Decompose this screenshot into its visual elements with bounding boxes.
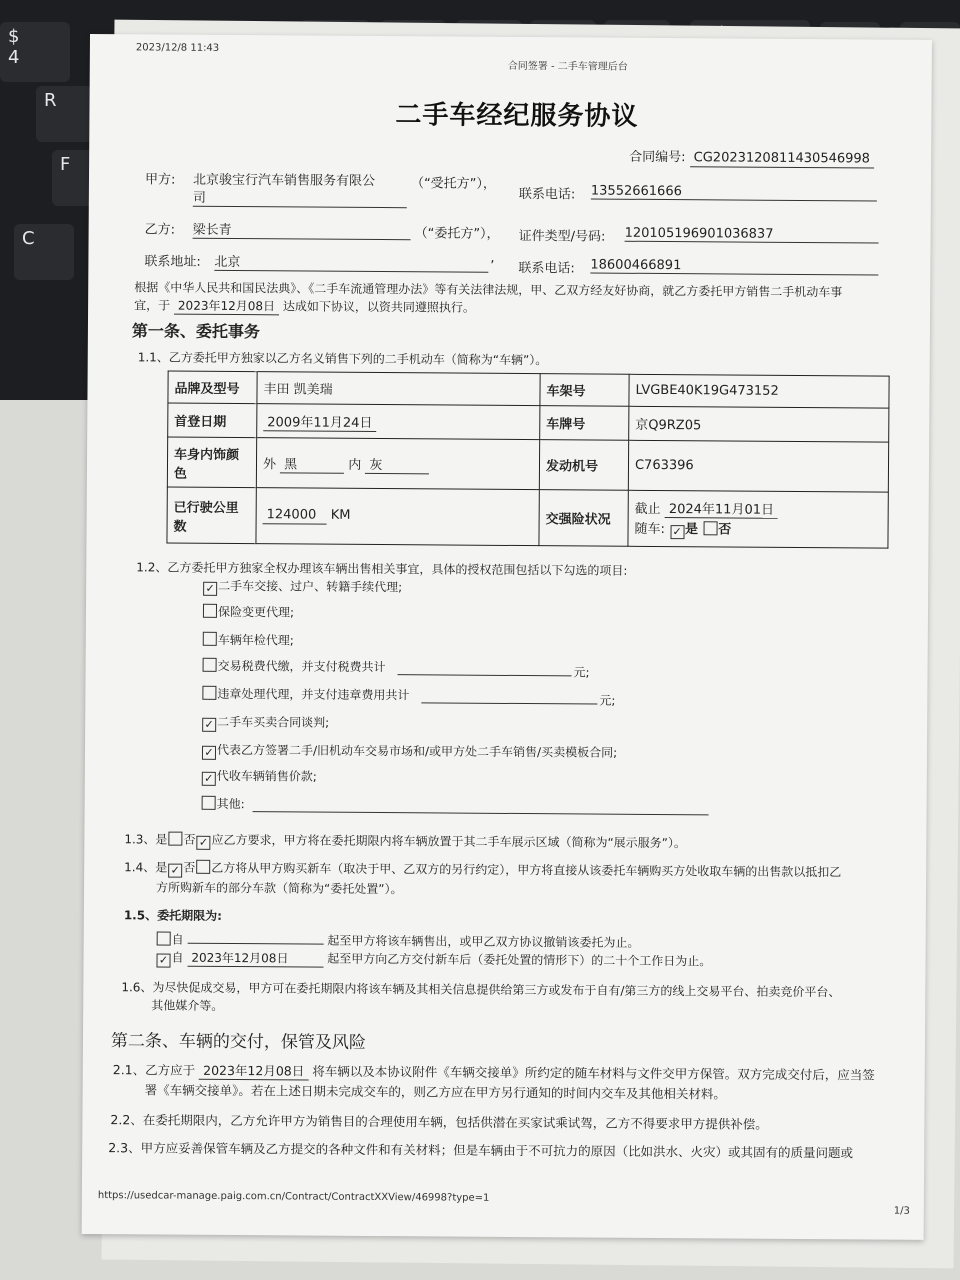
- insurance-no-checkbox[interactable]: [703, 521, 717, 535]
- party-b-id-label: 证件类型/号码:: [518, 228, 606, 245]
- clause-1-2-intro: 1.2、乙方委托甲方独家全权办理该车辆出售相关事宜，具体的授权范围包括以下勾选的项目:: [136, 560, 628, 578]
- clause-2-2: 2.2、在委托期限内，乙方允许甲方为销售目的合理使用车辆，包括供潜在买家试乘试驾，乙方不得要求甲方提供补偿。: [110, 1112, 768, 1132]
- auth-item-inspection[interactable]: 车辆年检代理;: [202, 631, 294, 649]
- violation-amount-line[interactable]: [421, 702, 597, 704]
- mileage-label: 已行驶公里数: [167, 487, 256, 544]
- vin-label: 车架号: [540, 374, 629, 407]
- contact-comma: ,: [490, 250, 495, 266]
- auth-checkbox-tax[interactable]: [203, 658, 217, 672]
- contract-number-value: CG2023120811430546998: [690, 150, 874, 168]
- delivery-date: 2023年12月08日: [199, 1061, 308, 1081]
- print-datetime: 2023/12/8 11:43: [135, 42, 220, 54]
- party-a-label: 甲方:: [144, 172, 176, 188]
- party-a-role: （“受托方”），: [410, 176, 496, 192]
- reg-date-label: 首登日期: [168, 403, 257, 438]
- auth-item-tax[interactable]: 交易税费代缴，并支付税费共计: [202, 657, 386, 675]
- auth-checkbox-violation[interactable]: [202, 686, 216, 700]
- party-a-name: 北京骏宝行汽车销售服务有限公: [192, 172, 376, 189]
- contact-phone: 18600466891: [590, 257, 878, 275]
- party-b-role: （“委托方”），: [414, 226, 500, 242]
- term-option-1-date[interactable]: [187, 927, 323, 945]
- clause-1-1: 1.1、乙方委托甲方独家以乙方名义销售下列的二手机动车（简称为“车辆”）。: [137, 350, 548, 368]
- preamble-line-2: 宜，于 2023年12月08日 达成如下协议，以资共同遵照执行。: [134, 298, 475, 315]
- keyboard-key-c: C: [14, 224, 74, 280]
- brand-label: 品牌及型号: [168, 371, 257, 404]
- party-a-phone: 13552661666: [591, 184, 877, 202]
- auth-item-insurance[interactable]: 保险变更代理;: [202, 603, 294, 621]
- reg-date-cell: [257, 404, 540, 440]
- clause-2-3: 2.3、甲方应妥善保管车辆及乙方提交的各种文件和有关材料；但是车辆由于不可抗力的原因（比如洪水、火灾）或其固有的质量问题或: [108, 1140, 854, 1161]
- table-row: [167, 487, 888, 548]
- insurance-deadline: 2024年11月01日: [665, 498, 778, 519]
- table-row: [168, 371, 889, 408]
- contract-page: [82, 34, 932, 1240]
- print-page-title: 合同签署 - 二手车管理后台: [507, 60, 628, 73]
- auth-item-sign-contract[interactable]: ✓ 代表乙方签署二手/旧机动车交易市场和/或甲方处二手车销售/买卖模板合同;: [201, 741, 617, 763]
- outer-color: 黑: [280, 453, 344, 473]
- clause-2-1-line-2: 署《车辆交接单》。若在上述日期未完成交车的，则乙方应在甲方另行通知的时间内交车及其他相关材料。: [144, 1082, 726, 1102]
- table-row: [168, 403, 889, 442]
- inner-color: 灰: [365, 453, 429, 473]
- auth-checkbox-inspection[interactable]: [203, 632, 217, 646]
- auth-checkbox-sign-contract[interactable]: ✓: [202, 746, 216, 760]
- auth-checkbox-insurance[interactable]: [203, 604, 217, 618]
- tax-amount-line[interactable]: [398, 674, 572, 676]
- document-title: 二手车经纪服务协议: [395, 100, 639, 132]
- clause-2-1: 2.1、乙方应于 2023年12月08日 将车辆以及本协议附件《车辆交接单》所约定的随车材料与文件交甲方保管。双方完成交付后，应当签: [112, 1062, 875, 1083]
- plate-label: 车牌号: [540, 406, 629, 441]
- display-no-checkbox[interactable]: ✓: [196, 836, 210, 850]
- preamble-date: 2023年12月08日: [174, 297, 279, 316]
- insurance-yes-checkbox[interactable]: ✓: [670, 525, 684, 539]
- color-cell: 外 黑 内 灰: [256, 438, 539, 490]
- term-option-1: 自 起至甲方将该车辆售出，或甲乙双方协议撤销该委托为止。: [156, 926, 640, 950]
- clause-1-5-title: 1.5、委托期限为:: [123, 908, 222, 923]
- term-option-1-checkbox[interactable]: [157, 931, 171, 945]
- auth-item-negotiation[interactable]: ✓ 二手车买卖合同谈判;: [201, 713, 329, 733]
- display-yes-checkbox[interactable]: [168, 832, 182, 846]
- contact-address: 北京: [214, 251, 488, 273]
- party-a-name-cont: 司: [193, 187, 407, 208]
- contract-number: [629, 146, 874, 169]
- term-option-2: ✓ 自 2023年12月08日 起至甲方向乙方交付新车后（委托处置的情形下）的二十个工作日为止。: [155, 948, 711, 971]
- newcar-yes-checkbox[interactable]: ✓: [168, 864, 182, 878]
- clause-1-6-line-2: 其他媒介等。: [151, 998, 224, 1013]
- keyboard-key-r: R: [36, 86, 92, 142]
- footer-url: https://usedcar-manage.paig.com.cn/Contract/ContractXXView/46998?type=1: [97, 1190, 490, 1204]
- party-b-name: 梁长青: [193, 219, 411, 241]
- plate-value: 京Q9RZ05: [629, 406, 889, 442]
- party-b-label: 乙方:: [144, 222, 176, 238]
- term-option-2-checkbox[interactable]: ✓: [156, 953, 170, 967]
- auth-item-transfer[interactable]: ✓ 二手车交接、过户、转籍手续代理;: [202, 577, 402, 597]
- other-items-line[interactable]: [253, 811, 709, 815]
- vin-value: LVGBE40K19G473152: [629, 374, 889, 408]
- table-row: [167, 437, 888, 492]
- party-a-phone-label: 联系电话:: [518, 186, 576, 203]
- auth-item-collect-payment[interactable]: ✓ 代收车辆销售价款;: [201, 767, 317, 787]
- engine-label: 发动机号: [539, 440, 628, 491]
- clause-1-6-line-1: 1.6、为尽快促成交易，甲方可在委托期限内将该车辆及其相关信息提供给第三方或发布于自有/第三方的线上交易平台、拍卖竞价平台、: [121, 980, 841, 1000]
- contact-phone-label: 联系电话:: [518, 260, 575, 277]
- keyboard-key-f: F: [52, 150, 100, 206]
- vehicle-info-table: [166, 371, 889, 549]
- brand-value: 丰田 凯美瑞: [257, 372, 540, 406]
- mileage-cell: [256, 488, 539, 546]
- contact-address-label: 联系地址:: [144, 254, 201, 270]
- violation-unit: 元;: [599, 693, 616, 708]
- section-2-title: 第二条、车辆的交付，保管及风险: [110, 1031, 367, 1053]
- auth-item-violation[interactable]: 违章处理代理，并支付违章费用共计: [201, 685, 409, 703]
- mileage-unit: KM: [330, 507, 351, 523]
- tax-unit: 元;: [573, 665, 590, 680]
- auth-checkbox-other[interactable]: [202, 796, 216, 810]
- clause-1-3: 1.3、是 否 ✓ 应乙方要求，甲方将在委托期限内将车辆放置于其二手车展示区域（简称为“展示服务”）。: [124, 832, 686, 851]
- insurance-cell: 截止 2024年11月01日 随车: ✓ 是 否: [628, 490, 888, 548]
- engine-value: C763396: [628, 440, 888, 492]
- footer-page-number: 1/3: [893, 1205, 910, 1217]
- color-label: 车身内饰颜色: [167, 437, 256, 488]
- clause-1-4-line-2: 方所购新车的部分车款（简称为“委托处置”）。: [155, 880, 403, 897]
- auth-checkbox-collect-payment[interactable]: ✓: [202, 772, 216, 786]
- mileage-value: 124000: [263, 507, 327, 524]
- contract-number-label: 合同编号:: [629, 149, 686, 166]
- auth-checkbox-transfer[interactable]: ✓: [203, 582, 217, 596]
- newcar-no-checkbox[interactable]: [196, 860, 210, 874]
- insurance-label: 交强险状况: [539, 490, 628, 547]
- auth-item-other[interactable]: 其他:: [201, 795, 245, 812]
- preamble-line-1: 根据《中华人民共和国民法典》、《二手车流通管理办法》等有关法律法规，甲、乙双方经友好协商，就乙方委托甲方销售二手机动车事: [134, 280, 843, 300]
- clause-1-4: 1.4、是 ✓ 否 乙方将从甲方购买新车（取决于甲、乙双方的另行约定），甲方将直接从该委托车辆购买方处收取车辆的出售款以抵扣乙: [124, 860, 842, 880]
- term-option-2-date: 2023年12月08日: [187, 949, 323, 968]
- section-1-title: 第一条、委托事务: [131, 321, 261, 342]
- party-b-id: 120105196901036837: [625, 226, 879, 244]
- auth-checkbox-negotiation[interactable]: ✓: [202, 718, 216, 732]
- keyboard-key-dollar: $ 4: [0, 22, 70, 82]
- reg-date-value: 2009年11月24日: [263, 411, 376, 432]
